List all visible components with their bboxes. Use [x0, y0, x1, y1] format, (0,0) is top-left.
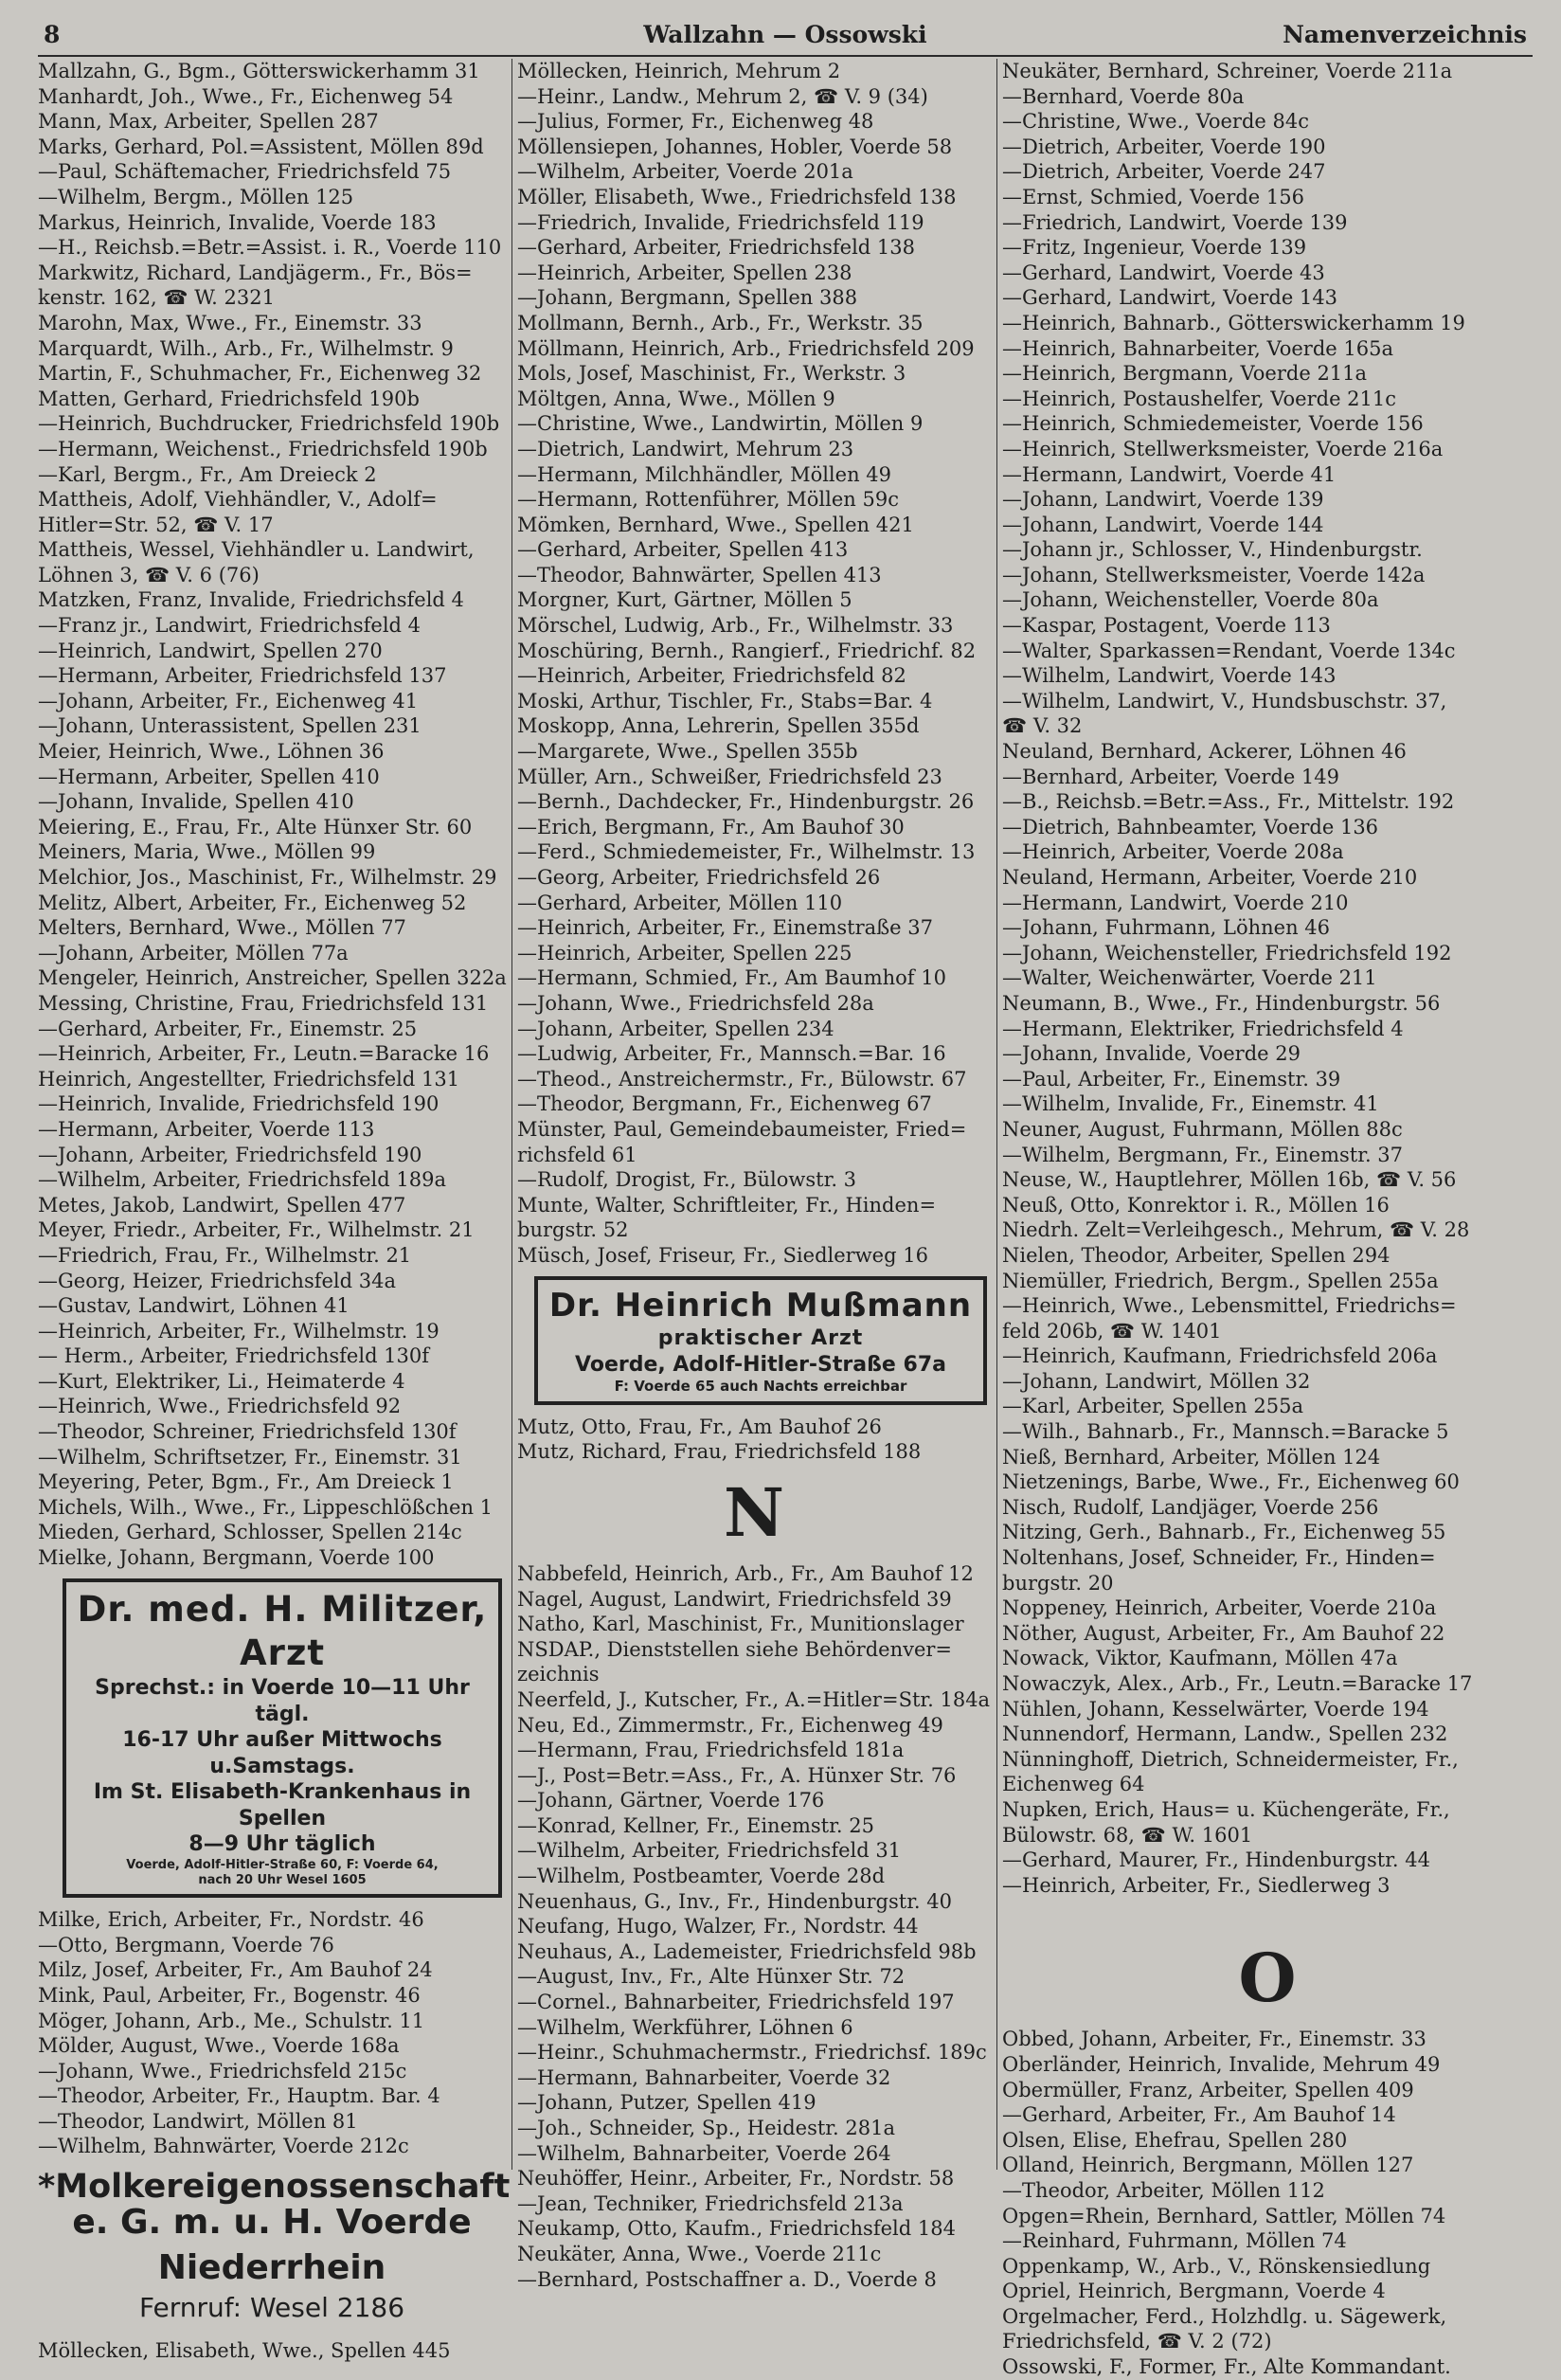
directory-entry: —Gerhard, Arbeiter, Fr., Am Bauhof 14 — [1002, 2103, 1396, 2127]
directory-entry: Oppenkamp, W., Arb., V., Rönskensiedlung — [1002, 2254, 1431, 2278]
directory-entry: —Theod., Anstreichermstr., Fr., Bülowstr. 67 — [517, 1067, 967, 1091]
directory-entry: Neuhaus, A., Lademeister, Friedrichsfeld 98b — [517, 1939, 977, 1963]
directory-entry: Markwitz, Richard, Landjägerm., Fr., Bös= — [38, 261, 473, 284]
directory-entry: Neuse, W., Hauptlehrer, Möllen 16b, ☎ V. 56 — [1002, 1168, 1457, 1192]
directory-entry: Neuhöffer, Heinr., Arbeiter, Fr., Nordstr. 58 — [517, 2167, 955, 2191]
directory-entry: —Wilhelm, Schriftsetzer, Fr., Einemstr. 31 — [38, 1445, 462, 1469]
directory-entry: —August, Inv., Fr., Alte Hünxer Str. 72 — [517, 1965, 906, 1989]
directory-entry: —Johann, Landwirt, Voerde 144 — [1002, 513, 1324, 536]
directory-entry: —Bernhard, Postschaffner a. D., Voerde 8 — [517, 2267, 937, 2291]
directory-entry: —Theodor, Schreiner, Friedrichsfeld 130f — [38, 1420, 457, 1444]
section-title: Namenverzeichnis — [1283, 21, 1527, 48]
directory-entry: —Jean, Techniker, Friedrichsfeld 213a — [517, 2191, 904, 2215]
directory-entry: —Wilhelm, Arbeiter, Friedrichsfeld 189a — [38, 1168, 446, 1192]
directory-entry: —Heinrich, Landwirt, Spellen 270 — [38, 639, 383, 662]
directory-entry: —Heinrich, Kaufmann, Friedrichsfeld 206a — [1002, 1344, 1438, 1368]
directory-entry: Mörschel, Ludwig, Arb., Fr., Wilhelmstr. 33 — [517, 614, 954, 638]
ad-title: Dr. Heinrich Mußmann — [548, 1286, 973, 1325]
directory-entry: Nabbefeld, Heinrich, Arb., Fr., Am Bauhof 12 — [517, 1561, 974, 1585]
directory-entry: —Hermann, Landwirt, Voerde 41 — [1002, 462, 1337, 486]
directory-entry: —H., Reichsb.=Betr.=Assist. i. R., Voerde 110 — [38, 236, 502, 260]
directory-entry: —Johann, Weichensteller, Friedrichsfeld 192 — [1002, 941, 1452, 965]
ad-line: Voerde, Adolf-Hitler-Straße 60, F: Voerde 64, — [126, 1857, 439, 1872]
ad-title: Dr. med. H. Militzer, Arzt — [77, 1588, 488, 1673]
directory-entry: Heinrich, Angestellter, Friedrichsfeld 131 — [38, 1067, 460, 1091]
directory-entry: —Georg, Heizer, Friedrichsfeld 34a — [38, 1269, 396, 1292]
directory-entry: Neufang, Hugo, Walzer, Fr., Nordstr. 44 — [517, 1915, 919, 1938]
directory-entry: —Kurt, Elektriker, Li., Heimaterde 4 — [38, 1369, 405, 1393]
directory-entry: Michels, Wilh., Wwe., Fr., Lippeschlößchen 1 — [38, 1495, 493, 1519]
directory-entry: —Karl, Arbeiter, Spellen 255a — [1002, 1395, 1303, 1418]
entry-list — [38, 2338, 506, 2364]
directory-entry: —Hermann, Arbeiter, Friedrichsfeld 137 — [38, 664, 447, 688]
directory-entry: burgstr. 52 — [517, 1218, 629, 1242]
directory-entry: —Johann, Landwirt, Möllen 32 — [1002, 1369, 1311, 1393]
directory-entry: —Johann, Arbeiter, Spellen 234 — [517, 1017, 834, 1040]
directory-entry: —Walter, Weichenwärter, Voerde 211 — [1002, 966, 1377, 990]
directory-entry: Neukäter, Bernhard, Schreiner, Voerde 211a — [1002, 60, 1453, 82]
directory-entry: —Heinrich, Arbeiter, Friedrichsfeld 82 — [517, 664, 906, 688]
directory-entry: Metes, Jakob, Landwirt, Spellen 477 — [38, 1193, 406, 1217]
directory-entry: —Wilhelm, Bergmann, Fr., Einemstr. 37 — [1002, 1143, 1404, 1166]
directory-entry: —Heinrich, Arbeiter, Voerde 208a — [1002, 840, 1344, 864]
directory-entry: Mann, Max, Arbeiter, Spellen 287 — [38, 110, 379, 134]
directory-entry: —Dietrich, Bahnbeamter, Voerde 136 — [1002, 815, 1379, 838]
column-divider — [996, 59, 997, 2170]
ad-molkerei — [38, 2168, 511, 2325]
directory-entry: Mengeler, Heinrich, Anstreicher, Spellen 322a — [38, 966, 507, 990]
entry-list — [1002, 2027, 1533, 2379]
directory-entry: —Hermann, Elektriker, Friedrichsfeld 4 — [1002, 1017, 1404, 1040]
directory-entry: Melters, Bernhard, Wwe., Möllen 77 — [38, 916, 406, 940]
directory-entry: ☎ V. 32 — [1002, 714, 1083, 738]
directory-entry: Munte, Walter, Schriftleiter, Fr., Hinden= — [517, 1193, 937, 1217]
directory-entry: —Theodor, Bergmann, Fr., Eichenweg 67 — [517, 1092, 932, 1116]
directory-entry: —Christine, Wwe., Landwirtin, Möllen 9 — [517, 412, 924, 436]
directory-entry: —Bernhard, Voerde 80a — [1002, 84, 1245, 108]
directory-entry: Friedrichsfeld, ☎ V. 2 (72) — [1002, 2330, 1272, 2353]
directory-entry: —Johann, Fuhrmann, Löhnen 46 — [1002, 916, 1330, 940]
directory-entry: Möger, Johann, Arb., Me., Schulstr. 11 — [38, 2009, 425, 2032]
directory-entry: Natho, Karl, Maschinist, Fr., Munitionslager — [517, 1613, 964, 1636]
directory-entry: Olland, Heinrich, Bergmann, Möllen 127 — [1002, 2154, 1414, 2177]
directory-entry: Nupken, Erich, Haus= u. Küchengeräte, Fr., — [1002, 1797, 1450, 1821]
ad-line: e. G. m. u. H. Voerde Niederrhein — [72, 2202, 472, 2287]
ad-line: nach 20 Uhr Wesel 1605 — [198, 1872, 367, 1887]
directory-entry: —B., Reichsb.=Betr.=Ass., Fr., Mittelstr. 192 — [1002, 790, 1455, 814]
directory-entry: —Heinr., Landw., Mehrum 2, ☎ V. 9 (34) — [517, 84, 928, 108]
directory-entry: Nisch, Rudolf, Landjäger, Voerde 256 — [1002, 1495, 1379, 1519]
column-divider — [511, 59, 512, 2170]
directory-entry: —Johann, Arbeiter, Friedrichsfeld 190 — [38, 1143, 422, 1166]
directory-entry: —Hermann, Weichenst., Friedrichsfeld 190b — [38, 437, 488, 460]
directory-entry: —Dietrich, Landwirt, Mehrum 23 — [517, 437, 854, 460]
ad-militzer — [63, 1578, 502, 1899]
directory-entry: Morgner, Kurt, Gärtner, Möllen 5 — [517, 588, 852, 612]
directory-entry: —Johann, Arbeiter, Möllen 77a — [38, 941, 349, 965]
directory-entry: Meyering, Peter, Bgm., Fr., Am Dreieck 1 — [38, 1470, 454, 1494]
directory-entry: Nielen, Theodor, Arbeiter, Spellen 294 — [1002, 1243, 1391, 1267]
directory-entry: —Ernst, Schmied, Voerde 156 — [1002, 185, 1304, 208]
directory-entry: —Johann, Wwe., Friedrichsfeld 28a — [517, 991, 874, 1015]
directory-entry: Opgen=Rhein, Bernhard, Sattler, Möllen 74 — [1002, 2204, 1446, 2227]
ad-title: *Molkereigenossenschaft — [38, 2168, 511, 2207]
directory-entry: —Wilhelm, Invalide, Fr., Einemstr. 41 — [1002, 1092, 1379, 1116]
directory-entry: Mollmann, Bernh., Arb., Fr., Werkstr. 35 — [517, 311, 924, 334]
directory-entry: —Dietrich, Arbeiter, Voerde 190 — [1002, 135, 1326, 158]
directory-entry: Nunnendorf, Hermann, Landw., Spellen 232 — [1002, 1722, 1448, 1746]
directory-entry: —Friedrich, Invalide, Friedrichsfeld 119 — [517, 210, 924, 234]
directory-entry: Oberländer, Heinrich, Invalide, Mehrum 49 — [1002, 2052, 1441, 2076]
directory-entry: Nöther, August, Arbeiter, Fr., Am Bauhof 22 — [1002, 1621, 1445, 1645]
directory-entry: Melchior, Jos., Maschinist, Fr., Wilhelmstr. 29 — [38, 866, 497, 889]
ad-line: F: Voerde 65 auch Nachts erreichbar — [614, 1378, 907, 1395]
directory-entry: —Wilhelm, Landwirt, Voerde 143 — [1002, 664, 1337, 688]
directory-entry: —Heinrich, Bahnarb., Götterswickerhamm 19 — [1002, 311, 1465, 334]
directory-entry: Münster, Paul, Gemeindebaumeister, Fried= — [517, 1117, 967, 1141]
directory-entry: Nowack, Viktor, Kaufmann, Möllen 47a — [1002, 1647, 1398, 1670]
directory-entry: —Hermann, Landwirt, Voerde 210 — [1002, 891, 1349, 914]
directory-entry: — Herm., Arbeiter, Friedrichsfeld 130f — [38, 1344, 430, 1368]
column-1 — [38, 59, 511, 2362]
directory-entry: Mutz, Otto, Frau, Fr., Am Bauhof 26 — [517, 1415, 882, 1438]
directory-entry: Neuner, August, Fuhrmann, Möllen 88c — [1002, 1117, 1403, 1141]
directory-entry: —Hermann, Rottenführer, Möllen 59c — [517, 488, 899, 512]
section-letter-n: N — [724, 1472, 784, 1552]
directory-entry: Möller, Elisabeth, Wwe., Friedrichsfeld 138 — [517, 185, 957, 208]
directory-entry: —Gerhard, Maurer, Fr., Hindenburgstr. 44 — [1002, 1848, 1430, 1872]
directory-entry: —Julius, Former, Fr., Eichenweg 48 — [517, 110, 874, 134]
directory-entry: Markus, Heinrich, Invalide, Voerde 183 — [38, 210, 437, 234]
directory-entry: Neuland, Bernhard, Ackerer, Löhnen 46 — [1002, 740, 1407, 764]
directory-entry: Orgelmacher, Ferd., Holzhdlg. u. Sägewerk, — [1002, 2304, 1447, 2328]
directory-entry: —Johann, Putzer, Spellen 419 — [517, 2091, 816, 2115]
directory-entry: Marquardt, Wilh., Arb., Fr., Wilhelmstr. 9 — [38, 336, 454, 360]
directory-entry: —Johann jr., Schlosser, V., Hindenburgstr. — [1002, 538, 1423, 562]
directory-entry: —Theodor, Arbeiter, Möllen 112 — [1002, 2178, 1325, 2202]
directory-entry: Meiering, E., Frau, Fr., Alte Hünxer Str. 60 — [38, 815, 473, 838]
ad-mussmann — [534, 1276, 987, 1405]
directory-entry: Opriel, Heinrich, Bergmann, Voerde 4 — [1002, 2280, 1386, 2303]
directory-entry: Möllecken, Heinrich, Mehrum 2 — [517, 60, 841, 82]
directory-entry: Mömken, Bernhard, Wwe., Spellen 421 — [517, 513, 914, 536]
directory-entry: —Heinrich, Arbeiter, Fr., Siedlerweg 3 — [1002, 1873, 1391, 1897]
column-2 — [517, 59, 991, 2291]
directory-entry: —Ludwig, Arbeiter, Fr., Mannsch.=Bar. 16 — [517, 1042, 946, 1066]
directory-entry: —Christine, Wwe., Voerde 84c — [1002, 110, 1309, 134]
directory-entry: —Theodor, Arbeiter, Fr., Hauptm. Bar. 4 — [38, 2084, 440, 2108]
directory-entry: Messing, Christine, Frau, Friedrichsfeld 131 — [38, 991, 489, 1015]
directory-entry: —Gerhard, Arbeiter, Spellen 413 — [517, 538, 849, 562]
directory-entry: —Gerhard, Landwirt, Voerde 43 — [1002, 261, 1325, 284]
directory-entry: Moskopp, Anna, Lehrerin, Spellen 355d — [517, 714, 920, 738]
directory-entry: Ossowski, F., Former, Fr., Alte Kommandant. — [1002, 2355, 1451, 2379]
directory-entry: —Johann, Stellwerksmeister, Voerde 142a — [1002, 563, 1426, 586]
directory-entry: —Heinrich, Wwe., Lebensmittel, Friedrichs= — [1002, 1294, 1457, 1318]
directory-entry: Mattheis, Wessel, Viehhändler u. Landwirt, — [38, 538, 475, 562]
directory-entry: NSDAP., Dienststellen siehe Behördenver= — [517, 1637, 953, 1661]
directory-entry: —Wilhelm, Werkführer, Löhnen 6 — [517, 2015, 853, 2039]
directory-entry: —Fritz, Ingenieur, Voerde 139 — [1002, 236, 1307, 260]
directory-entry: —Heinrich, Arbeiter, Fr., Wilhelmstr. 19 — [38, 1319, 440, 1343]
directory-entry: Nagel, August, Landwirt, Friedrichsfeld 39 — [517, 1587, 952, 1611]
directory-entry: Müller, Arn., Schweißer, Friedrichsfeld 23 — [517, 765, 942, 788]
directory-entry: —Johann, Gärtner, Voerde 176 — [517, 1789, 825, 1812]
directory-entry: —Paul, Schäftemacher, Friedrichsfeld 75 — [38, 160, 452, 184]
directory-entry: —Heinrich, Arbeiter, Fr., Einemstraße 37 — [517, 916, 933, 940]
directory-entry: —Erich, Bergmann, Fr., Am Bauhof 30 — [517, 815, 905, 838]
directory-entry: —Rudolf, Drogist, Fr., Bülowstr. 3 — [517, 1168, 857, 1192]
ad-line: Sprechst.: in Voerde 10—11 Uhr tägl. — [95, 1676, 470, 1726]
directory-entry: —Johann, Unterassistent, Spellen 231 — [38, 714, 422, 738]
directory-entry: Mink, Paul, Arbeiter, Fr., Bogenstr. 46 — [38, 1983, 421, 2007]
directory-entry: Neerfeld, J., Kutscher, Fr., A.=Hitler=Str. 184a — [517, 1687, 991, 1711]
directory-entry: —Otto, Bergmann, Voerde 76 — [38, 1933, 334, 1956]
directory-entry: —Kaspar, Postagent, Voerde 113 — [1002, 614, 1331, 638]
entry-list — [517, 1415, 991, 1465]
directory-entry: Neuland, Hermann, Arbeiter, Voerde 210 — [1002, 866, 1418, 889]
directory-entry: richsfeld 61 — [517, 1143, 637, 1166]
directory-entry: —Hermann, Bahnarbeiter, Voerde 32 — [517, 2065, 891, 2089]
entry-list — [517, 1561, 991, 2292]
directory-entry: Mieden, Gerhard, Schlosser, Spellen 214c — [38, 1521, 462, 1544]
directory-entry: Möllecken, Elisabeth, Wwe., Spellen 445 — [38, 2338, 451, 2362]
ad-line: 16-17 Uhr außer Mittwochs u.Samstags. — [122, 1728, 442, 1778]
directory-entry: —Hermann, Arbeiter, Voerde 113 — [38, 1117, 375, 1141]
directory-entry: —Heinrich, Bergmann, Voerde 211a — [1002, 362, 1368, 386]
ad-line: Voerde, Adolf-Hitler-Straße 67a — [575, 1352, 946, 1377]
directory-entry: Niemüller, Friedrich, Bergm., Spellen 255a — [1002, 1269, 1439, 1292]
directory-entry: —Margarete, Wwe., Spellen 355b — [517, 740, 858, 764]
directory-entry: Hitler=Str. 52, ☎ V. 17 — [38, 513, 274, 536]
directory-entry: —Heinrich, Wwe., Friedrichsfeld 92 — [38, 1395, 402, 1418]
directory-entry: Manhardt, Joh., Wwe., Fr., Eichenweg 54 — [38, 84, 454, 108]
directory-entry: —Franz jr., Landwirt, Friedrichsfeld 4 — [38, 614, 422, 638]
directory-entry: —Hermann, Frau, Friedrichsfeld 181a — [517, 1739, 905, 1762]
directory-entry: Noltenhans, Josef, Schneider, Fr., Hinden= — [1002, 1546, 1436, 1570]
directory-entry: —Heinrich, Arbeiter, Spellen 238 — [517, 261, 852, 284]
directory-entry: Meiners, Maria, Wwe., Möllen 99 — [38, 840, 376, 864]
directory-entry: Neu, Ed., Zimmermstr., Fr., Eichenweg 49 — [517, 1713, 943, 1737]
directory-entry: Neukäter, Anna, Wwe., Voerde 211c — [517, 2242, 882, 2265]
directory-entry: Olsen, Elise, Ehefrau, Spellen 280 — [1002, 2128, 1348, 2152]
directory-entry: —Hermann, Arbeiter, Spellen 410 — [38, 765, 380, 788]
directory-entry: Mols, Josef, Maschinist, Fr., Werkstr. 3 — [517, 362, 906, 386]
directory-entry: Marohn, Max, Wwe., Fr., Einemstr. 33 — [38, 311, 422, 334]
directory-entry: —Wilhelm, Landwirt, V., Hundsbuschstr. 37, — [1002, 689, 1447, 712]
directory-entry: —Heinrich, Arbeiter, Fr., Leutn.=Baracke 16 — [38, 1042, 490, 1066]
directory-entry: —Heinrich, Postaushelfer, Voerde 211c — [1002, 387, 1397, 410]
directory-entry: —Friedrich, Frau, Fr., Wilhelmstr. 21 — [38, 1243, 412, 1267]
directory-entry: Müsch, Josef, Friseur, Fr., Siedlerweg 16 — [517, 1243, 928, 1267]
directory-entry: Melitz, Albert, Arbeiter, Fr., Eichenweg 52 — [38, 891, 467, 914]
directory-entry: —Heinr., Schuhmachermstr., Friedrichsf. 189c — [517, 2041, 987, 2064]
directory-entry: —Johann, Wwe., Friedrichsfeld 215c — [38, 2059, 407, 2082]
directory-entry: Matten, Gerhard, Friedrichsfeld 190b — [38, 387, 420, 410]
entry-list — [38, 1907, 506, 2159]
directory-entry: —Heinrich, Buchdrucker, Friedrichsfeld 190b — [38, 412, 500, 436]
directory-entry: —Heinrich, Stellwerksmeister, Voerde 216a — [1002, 437, 1444, 460]
directory-entry: —Heinrich, Invalide, Friedrichsfeld 190 — [38, 1092, 440, 1116]
directory-entry: —Wilhelm, Arbeiter, Voerde 201a — [517, 160, 853, 184]
directory-entry: —Johann, Arbeiter, Fr., Eichenweg 41 — [38, 689, 419, 712]
directory-entry: —Walter, Sparkassen=Rendant, Voerde 134c — [1002, 639, 1456, 662]
directory-entry: —Johann, Invalide, Voerde 29 — [1002, 1042, 1301, 1066]
directory-entry: Marks, Gerhard, Pol.=Assistent, Möllen 89d — [38, 135, 484, 158]
directory-entry: Mölder, August, Wwe., Voerde 168a — [38, 2034, 400, 2058]
directory-entry: —Wilhelm, Bahnwärter, Voerde 212c — [38, 2135, 409, 2158]
directory-entry: —Wilh., Bahnarb., Fr., Mannsch.=Baracke 5 — [1002, 1420, 1449, 1444]
directory-entry: Milke, Erich, Arbeiter, Fr., Nordstr. 46 — [38, 1908, 424, 1932]
directory-entry: —Bernh., Dachdecker, Fr., Hindenburgstr. 26 — [517, 790, 975, 814]
directory-entry: Nünninghoff, Dietrich, Schneidermeister, Fr., — [1002, 1747, 1459, 1771]
directory-entry: Mutz, Richard, Frau, Friedrichsfeld 188 — [517, 1440, 922, 1464]
entry-list — [517, 59, 991, 1269]
directory-entry: —Heinrich, Bahnarbeiter, Voerde 165a — [1002, 336, 1393, 360]
directory-entry: —Wilhelm, Bergm., Möllen 125 — [38, 185, 354, 208]
directory-entry: —Georg, Arbeiter, Friedrichsfeld 26 — [517, 866, 881, 889]
directory-entry: Obermüller, Franz, Arbeiter, Spellen 409 — [1002, 2078, 1414, 2101]
directory-entry: Meier, Heinrich, Wwe., Löhnen 36 — [38, 740, 385, 764]
directory-entry: kenstr. 162, ☎ W. 2321 — [38, 286, 275, 310]
directory-entry: —Heinrich, Schmiedemeister, Voerde 156 — [1002, 412, 1424, 436]
directory-entry: Neukamp, Otto, Kaufm., Friedrichsfeld 184 — [517, 2217, 956, 2241]
directory-entry: —Johann, Invalide, Spellen 410 — [38, 790, 354, 814]
directory-entry: —Gerhard, Arbeiter, Möllen 110 — [517, 891, 843, 914]
directory-entry: —Gerhard, Landwirt, Voerde 143 — [1002, 286, 1338, 310]
entry-list — [38, 59, 506, 1571]
directory-entry: —Hermann, Milchhändler, Möllen 49 — [517, 462, 892, 486]
directory-entry: Niedrh. Zelt=Verleihgesch., Mehrum, ☎ V. 28 — [1002, 1218, 1470, 1242]
directory-entry: —Johann, Weichensteller, Voerde 80a — [1002, 588, 1379, 612]
directory-entry: Mallzahn, G., Bgm., Götterswickerhamm 31 — [38, 60, 480, 82]
directory-entry: —Theodor, Bahnwärter, Spellen 413 — [517, 563, 882, 586]
directory-entry: zeichnis — [517, 1663, 600, 1686]
directory-entry: —Dietrich, Arbeiter, Voerde 247 — [1002, 160, 1326, 184]
directory-entry: Moschüring, Bernh., Rangierf., Friedrichf. 82 — [517, 639, 977, 662]
directory-entry: Moski, Arthur, Tischler, Fr., Stabs=Bar. 4 — [517, 689, 933, 712]
directory-entry: Nietzenings, Barbe, Wwe., Fr., Eichenweg 60 — [1002, 1470, 1460, 1494]
directory-entry: Nühlen, Johann, Kesselwärter, Voerde 194 — [1002, 1697, 1429, 1721]
ad-line: 8—9 Uhr täglich — [188, 1832, 376, 1857]
directory-entry: —Gerhard, Arbeiter, Friedrichsfeld 138 — [517, 236, 915, 260]
directory-entry: Milz, Josef, Arbeiter, Fr., Am Bauhof 24 — [38, 1958, 433, 1982]
directory-entry: Meyer, Friedr., Arbeiter, Fr., Wilhelmstr. 21 — [38, 1218, 475, 1242]
directory-entry: Möltgen, Anna, Wwe., Möllen 9 — [517, 387, 835, 410]
directory-entry: —Wilhelm, Bahnarbeiter, Voerde 264 — [517, 2141, 891, 2165]
directory-entry: Martin, F., Schuhmacher, Fr., Eichenweg 32 — [38, 362, 482, 386]
directory-entry: feld 206b, ☎ W. 1401 — [1002, 1319, 1222, 1343]
directory-entry: —Gustav, Landwirt, Löhnen 41 — [38, 1294, 350, 1318]
column-3 — [1002, 59, 1533, 2379]
directory-entry: —J., Post=Betr.=Ass., Fr., A. Hünxer Str. 76 — [517, 1763, 957, 1787]
directory-entry: —Friedrich, Landwirt, Voerde 139 — [1002, 210, 1348, 234]
page-number: 8 — [44, 21, 61, 48]
directory-entry: —Hermann, Schmied, Fr., Am Baumhof 10 — [517, 966, 946, 990]
directory-entry: Nieß, Bernhard, Arbeiter, Möllen 124 — [1002, 1445, 1381, 1469]
directory-entry: Mattheis, Adolf, Viehhändler, V., Adolf= — [38, 488, 438, 512]
directory-entry: Bülowstr. 68, ☎ W. 1601 — [1002, 1823, 1253, 1847]
directory-entry: —Heinrich, Arbeiter, Spellen 225 — [517, 941, 852, 965]
directory-entry: —Johann, Bergmann, Spellen 388 — [517, 286, 858, 310]
directory-entry: Möllmann, Heinrich, Arb., Friedrichsfeld 209 — [517, 336, 975, 360]
directory-entry: —Karl, Bergm., Fr., Am Dreieck 2 — [38, 462, 377, 486]
directory-entry: —Paul, Arbeiter, Fr., Einemstr. 39 — [1002, 1067, 1341, 1091]
directory-entry: burgstr. 20 — [1002, 1571, 1114, 1595]
directory-entry: —Konrad, Kellner, Fr., Einemstr. 25 — [517, 1813, 874, 1837]
ad-line: Fernruf: Wesel 2186 — [138, 2291, 405, 2323]
directory-entry: Möllensiepen, Johannes, Hobler, Voerde 58 — [517, 135, 953, 158]
directory-entry: —Bernhard, Arbeiter, Voerde 149 — [1002, 765, 1340, 788]
directory-entry: —Reinhard, Fuhrmann, Möllen 74 — [1002, 2229, 1347, 2253]
directory-entry: —Joh., Schneider, Sp., Heidestr. 281a — [517, 2117, 895, 2139]
directory-entry: Nitzing, Gerh., Bahnarb., Fr., Eichenweg 55 — [1002, 1521, 1446, 1544]
entry-list — [1002, 59, 1533, 1898]
ad-line: Im St. Elisabeth-Krankenhaus in Spellen — [93, 1780, 472, 1830]
directory-entry: Neuenhaus, G., Inv., Fr., Hindenburgstr. 40 — [517, 1889, 952, 1913]
directory-entry: Obbed, Johann, Arbeiter, Fr., Einemstr. 33 — [1002, 2028, 1426, 2051]
directory-entry: Neuß, Otto, Konrektor i. R., Möllen 16 — [1002, 1193, 1390, 1217]
directory-entry: —Johann, Landwirt, Voerde 139 — [1002, 488, 1324, 512]
directory-entry: Löhnen 3, ☎ V. 6 (76) — [38, 563, 260, 586]
directory-entry: Matzken, Franz, Invalide, Friedrichsfeld 4 — [38, 588, 464, 612]
directory-entry: Nowaczyk, Alex., Arb., Fr., Leutn.=Baracke 17 — [1002, 1672, 1473, 1695]
directory-entry: —Cornel., Bahnarbeiter, Friedrichsfeld 197 — [517, 1991, 955, 2014]
directory-entry: Noppeney, Heinrich, Arbeiter, Voerde 210a — [1002, 1596, 1437, 1620]
page-title: Wallzahn — Ossowski — [643, 21, 927, 48]
directory-entry: Eichenweg 64 — [1002, 1773, 1145, 1796]
directory-entry: Neumann, B., Wwe., Fr., Hindenburgstr. 56 — [1002, 991, 1441, 1015]
directory-entry: —Ferd., Schmiedemeister, Fr., Wilhelmstr. 13 — [517, 840, 976, 864]
page-header — [38, 17, 1533, 57]
directory-entry: —Wilhelm, Postbeamter, Voerde 28d — [517, 1865, 886, 1888]
directory-entry: —Theodor, Landwirt, Möllen 81 — [38, 2109, 358, 2133]
ad-line: praktischer Arzt — [657, 1326, 864, 1350]
directory-entry: —Gerhard, Arbeiter, Fr., Einemstr. 25 — [38, 1017, 418, 1040]
section-letter-o: O — [1238, 1938, 1297, 2018]
directory-entry: Mielke, Johann, Bergmann, Voerde 100 — [38, 1546, 435, 1570]
directory-entry: —Wilhelm, Arbeiter, Friedrichsfeld 31 — [517, 1839, 902, 1863]
